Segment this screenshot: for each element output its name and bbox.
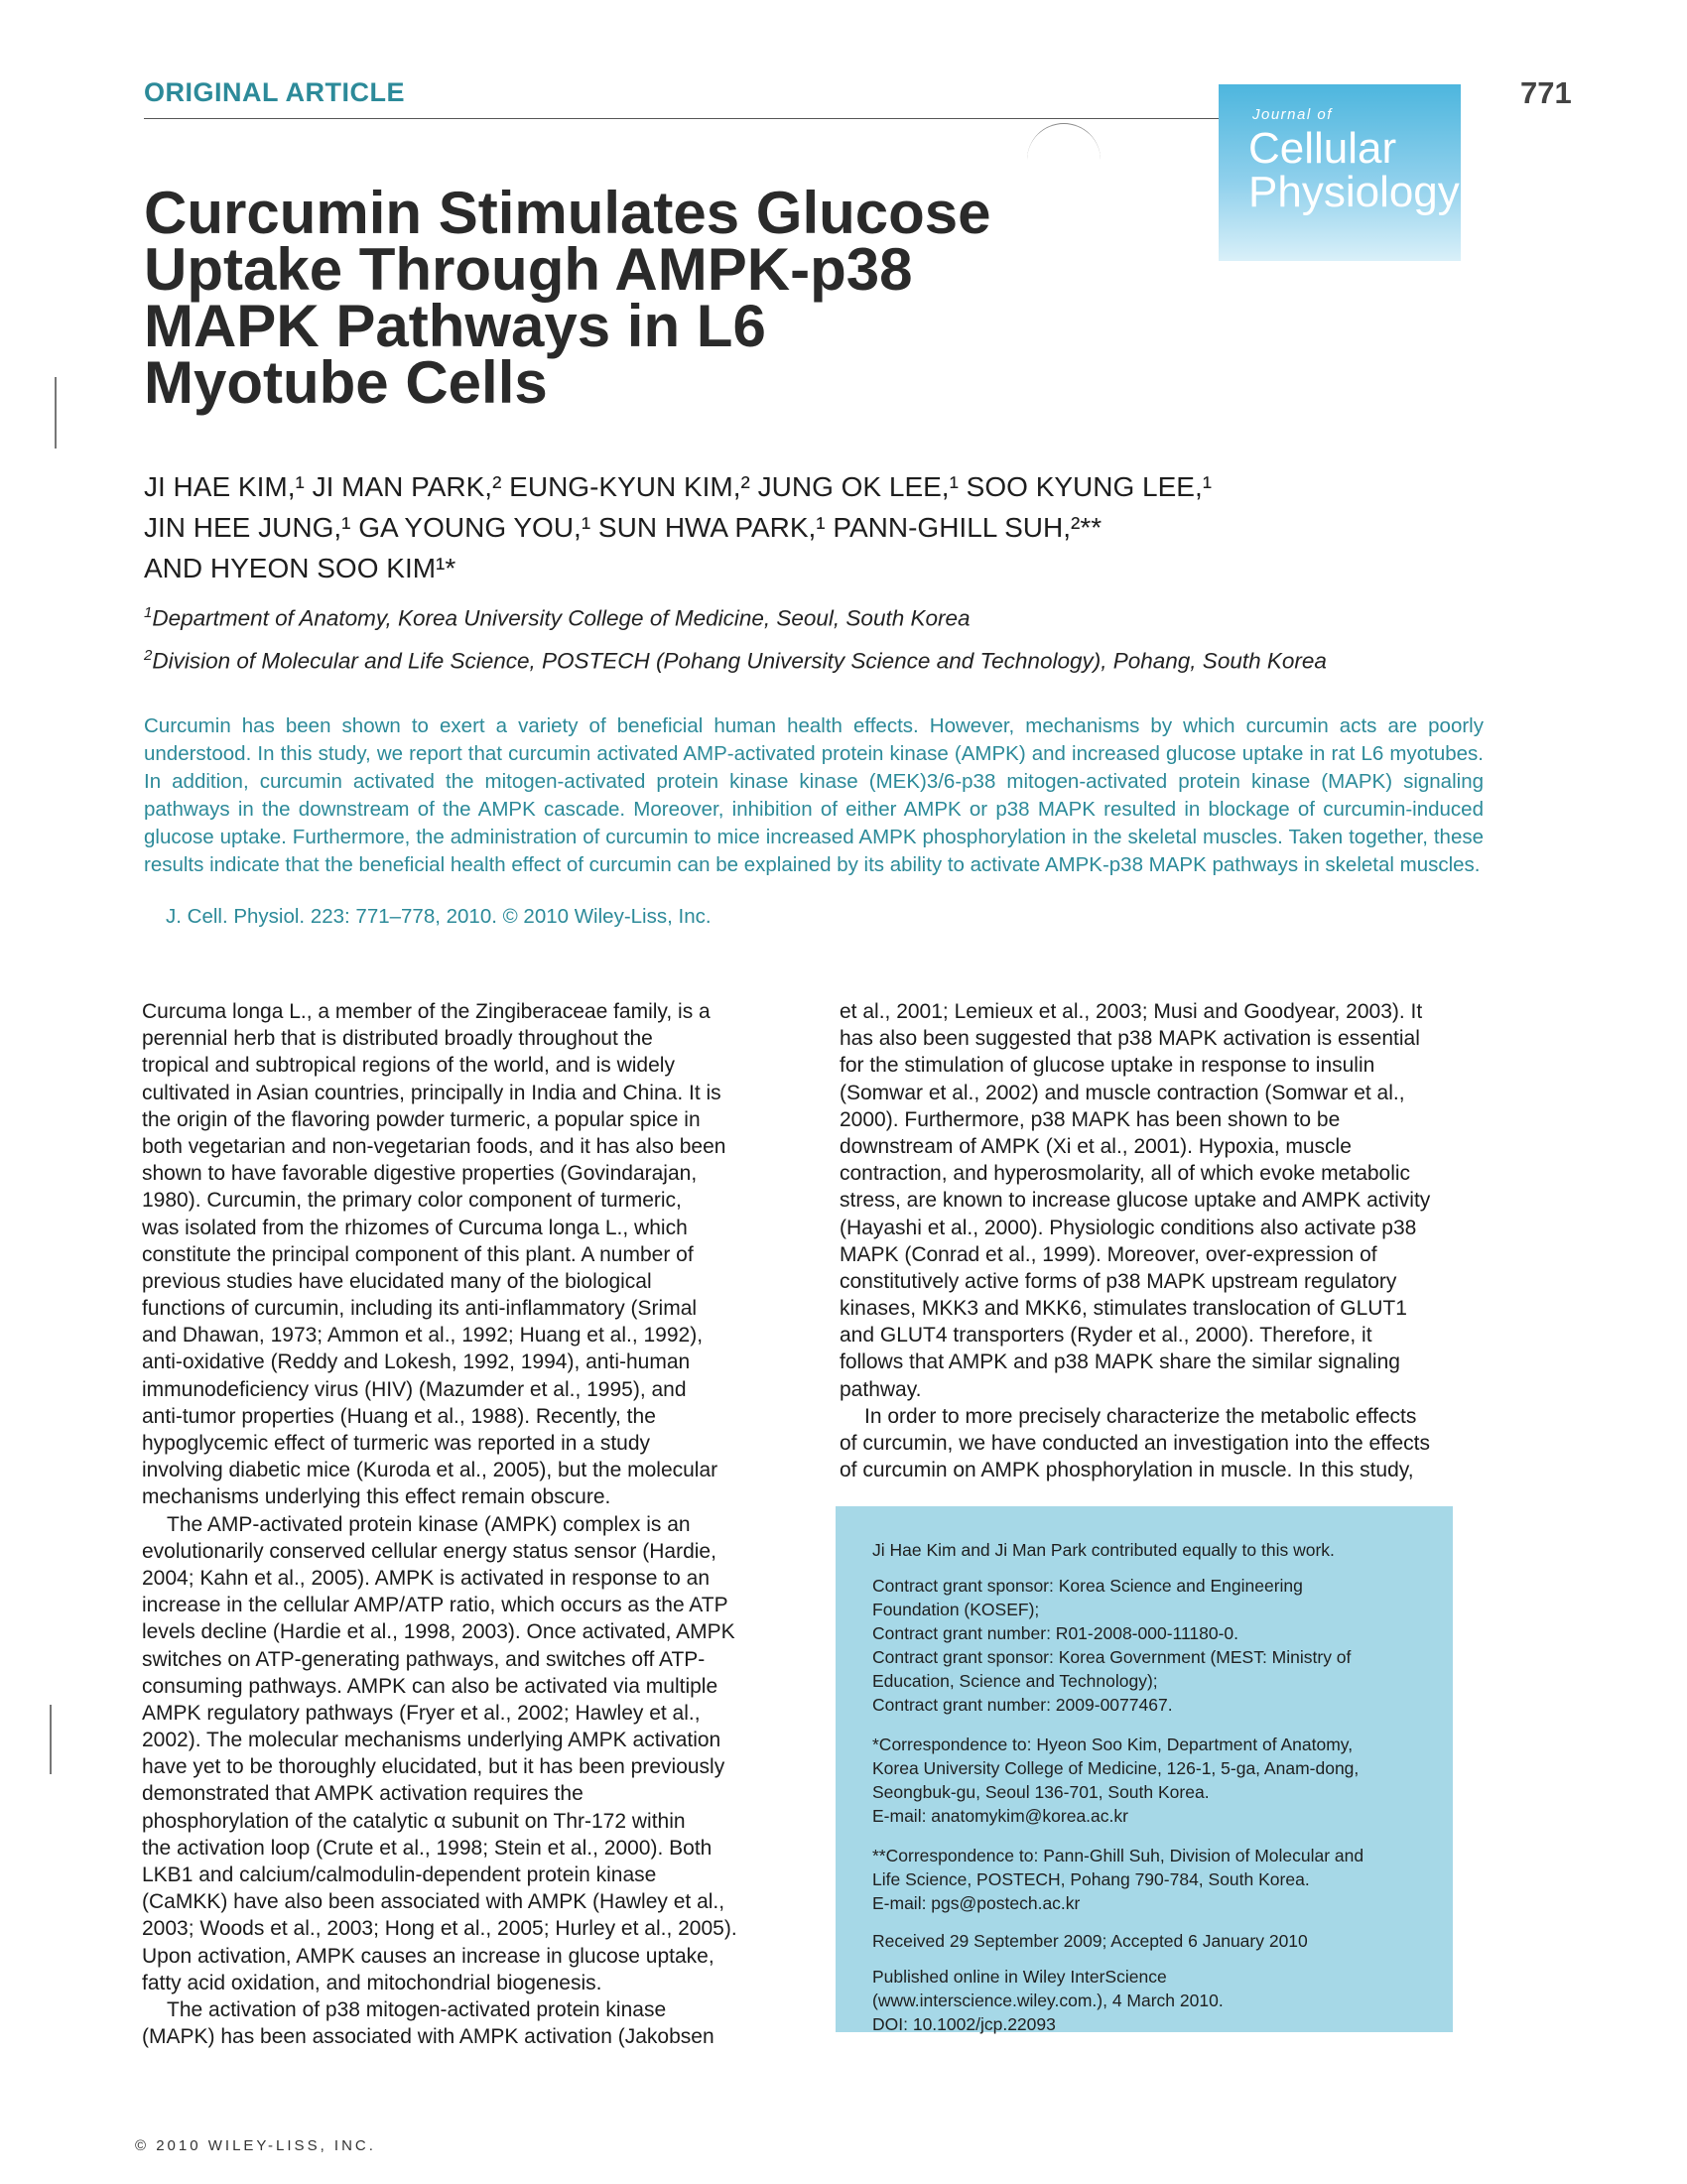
section-label: ORIGINAL ARTICLE [144,77,405,107]
body-line: mechanisms underlying this effect remain obscure. [142,1485,611,1509]
body-right-column [840,998,1492,1483]
title-line: Curcumin Stimulates Glucose [144,180,991,246]
body-line: The AMP-activated protein kinase (AMPK) complex is an [167,1512,691,1536]
body-line: Upon activation, AMPK causes an increase in glucose uptake, [142,1944,714,1968]
body-line: Curcuma longa L., a member of the Zingiberaceae family, is a [142,1000,711,1023]
correspondence-line: Life Science, POSTECH, Pohang 790-784, South Korea. [872,1869,1310,1889]
body-line: 2000). Furthermore, p38 MAPK has been shown to be [840,1107,1341,1131]
body-line: (MAPK) has been associated with AMPK activation (Jakobsen [142,2025,714,2049]
correspondence-line: *Correspondence to: Hyeon Soo Kim, Department of Anatomy, [872,1734,1354,1754]
body-line: previous studies have elucidated many of the biological [142,1269,652,1293]
body-line: immunodeficiency virus (HIV) (Mazumder et al., 1995), and [142,1377,687,1401]
body-line: kinases, MKK3 and MKK6, stimulates translocation of GLUT1 [840,1297,1407,1321]
grant-line: Contract grant number: 2009-0077467. [872,1695,1173,1715]
body-line: downstream of AMPK (Xi et al., 2001). Hypoxia, muscle [840,1134,1352,1158]
body-line: pathway. [840,1377,922,1401]
author-line: JIN HEE JUNG,¹ GA YOUNG YOU,¹ SUN HWA PARK,¹ PANN-GHILL SUH,²** [144,512,1103,543]
journal-logo-line2: Cellular [1248,124,1397,173]
published-line: (www.interscience.wiley.com.), 4 March 2010. [872,1991,1224,2010]
body-line: switches on ATP-generating pathways, and switches off ATP- [142,1647,706,1671]
body-line: constitute the principal component of this plant. A number of [142,1242,694,1266]
body-line: MAPK (Conrad et al., 1999). Moreover, over-expression of [840,1242,1377,1266]
correspondence-email: E-mail: pgs@postech.ac.kr [872,1893,1081,1913]
affiliation-text: Division of Molecular and Life Science, POSTECH (Pohang University Science and Technology), Pohang, South Korea [152,648,1327,674]
body-line: tropical and subtropical regions of the world, and is widely [142,1054,675,1078]
correspondence-line: **Correspondence to: Pann-Ghill Suh, Division of Molecular and [872,1846,1364,1865]
body-line: (Hayashi et al., 2000). Physiologic conditions also activate p38 [840,1216,1417,1239]
body-line: the activation loop (Crute et al., 1998; Stein et al., 2000). Both [142,1836,713,1860]
margin-mark [50,1705,52,1774]
body-line: both vegetarian and non-vegetarian foods, and it has also been [142,1134,726,1158]
body-line: anti-oxidative (Reddy and Lokesh, 1992, 1994), anti-human [142,1350,691,1374]
citation: J. Cell. Physiol. 223: 771–778, 2010. © 2010 Wiley-Liss, Inc. [166,905,712,928]
grant-line: Education, Science and Technology); [872,1671,1158,1691]
body-line: hypoglycemic effect of turmeric was reported in a study [142,1432,651,1455]
body-line: AMPK regulatory pathways (Fryer et al., 2002; Hawley et al., [142,1701,701,1725]
title-line: Myotube Cells [144,349,548,416]
body-line: for the stimulation of glucose uptake in response to insulin [840,1054,1375,1078]
published-line: Published online in Wiley InterScience [872,1967,1167,1987]
body-line: and Dhawan, 1973; Ammon et al., 1992; Huang et al., 1992), [142,1324,704,1348]
journal-logo [1219,84,1461,261]
body-line: involving diabetic mice (Kuroda et al., 2005), but the molecular [142,1459,718,1482]
body-line: fatty acid oxidation, and mitochondrial biogenesis. [142,1971,602,1994]
body-line: the origin of the flavoring powder turmeric, a popular spice in [142,1107,701,1131]
article-info-box [836,1506,1453,2032]
copyright-footer: © 2010 WILEY-LISS, INC. [135,2137,376,2154]
body-line: was isolated from the rhizomes of Curcuma longa L., which [142,1216,688,1239]
body-line: perennial herb that is distributed broadly throughout the [142,1027,653,1051]
title-line: Uptake Through AMPK-p38 [144,236,913,303]
body-line: (Somwar et al., 2002) and muscle contraction (Somwar et al., [840,1081,1405,1104]
margin-mark [55,377,57,449]
body-line: LKB1 and calcium/calmodulin-dependent protein kinase [142,1863,657,1886]
grant-line: Foundation (KOSEF); [872,1600,1040,1619]
author-line: AND HYEON SOO KIM¹* [144,553,456,583]
abstract: Curcumin has been shown to exert a variety of beneficial human health effects. However, mechanisms by which curcumin acts are poorly understood. In this study, we report that curcumin activated AMP-activated protein kinase (AMPK) and increased glucose uptake in rat L6 myotubes. In addition, curcumin activated the mitogen-activated protein kinase kinase (MEK)3/6-p38 mitogen-activated protein kinase (MAPK) signaling pathways in the downstream of the AMPK cascade. Moreover, inhibition of either AMPK or p38 MAPK resulted in blockage of curcumin-induced glucose uptake. Furthermore, the administration of curcumin to mice increased AMPK phosphorylation in the skeletal muscles. Taken together, these results indicate that the beneficial health effect of curcumin can be explained by its ability to activate AMPK-p38 MAPK pathways in skeletal muscles. [144,714,1484,876]
body-line: phosphorylation of the catalytic α subunit on Thr-172 within [142,1809,686,1833]
equal-contribution-note: Ji Hae Kim and Ji Man Park contributed equally to this work. [872,1540,1335,1560]
grant-line: Contract grant sponsor: Korea Government (MEST: Ministry of [872,1647,1352,1667]
body-line: levels decline (Hardie et al., 1998, 2003). Once activated, AMPK [142,1620,735,1644]
scan-artifact-arc [1027,123,1101,164]
received-dates: Received 29 September 2009; Accepted 6 January 2010 [872,1931,1308,1951]
affiliation-mark: 2 [144,647,153,664]
body-left-column [142,998,795,2050]
body-line: of curcumin, we have conducted an investigation into the effects [840,1432,1430,1455]
body-line: has also been suggested that p38 MAPK activation is essential [840,1027,1420,1051]
body-line: 2004; Kahn et al., 2005). AMPK is activated in response to an [142,1566,711,1590]
journal-logo-line3: Physiology [1248,168,1460,216]
body-line: The activation of p38 mitogen-activated protein kinase [167,1997,667,2021]
body-line: and GLUT4 transporters (Ryder et al., 2000). Therefore, it [840,1324,1372,1348]
body-line: have yet to be thoroughly elucidated, but it has been previously [142,1755,725,1779]
body-line: et al., 2001; Lemieux et al., 2003; Musi and Goodyear, 2003). It [840,1000,1423,1023]
affiliation-text: Department of Anatomy, Korea University College of Medicine, Seoul, South Korea [152,605,971,631]
author-list [144,466,1394,588]
body-line: evolutionarily conserved cellular energy status sensor (Hardie, [142,1539,716,1563]
body-line: cultivated in Asian countries, principally in India and China. It is [142,1081,721,1104]
body-line: anti-tumor properties (Huang et al., 1988). Recently, the [142,1404,656,1428]
published-line: DOI: 10.1002/jcp.22093 [872,2014,1056,2034]
body-line: increase in the cellular AMP/ATP ratio, which occurs as the ATP [142,1594,728,1617]
page-number: 771 [1520,75,1572,110]
body-line: 2003; Woods et al., 2003; Hong et al., 2005; Hurley et al., 2005). [142,1917,737,1941]
body-line: contraction, and hyperosmolarity, all of which evoke metabolic [840,1162,1411,1186]
body-line: (CaMKK) have also been associated with AMPK (Hawley et al., [142,1890,725,1914]
body-line: 1980). Curcumin, the primary color component of turmeric, [142,1189,682,1213]
body-line: In order to more precisely characterize the metabolic effects [864,1404,1417,1428]
body-line: consuming pathways. AMPK can also be activated via multiple [142,1674,718,1698]
body-line: constitutively active forms of p38 MAPK upstream regulatory [840,1269,1397,1293]
article-title [144,180,1097,416]
body-line: 2002). The molecular mechanisms underlying AMPK activation [142,1729,721,1752]
grant-line: Contract grant sponsor: Korea Science and Engineering [872,1576,1303,1596]
body-line: functions of curcumin, including its anti-inflammatory (Srimal [142,1297,698,1321]
grant-line: Contract grant number: R01-2008-000-11180-0. [872,1623,1239,1643]
affiliation-2 [144,647,1434,675]
correspondence-line: Seongbuk-gu, Seoul 136-701, South Korea. [872,1782,1210,1802]
journal-logo-line1: Journal of [1252,106,1333,123]
body-line: demonstrated that AMPK activation requires the [142,1782,584,1806]
affiliation-mark: 1 [144,604,153,621]
affiliation-1 [144,604,1434,632]
body-line: stress, are known to increase glucose uptake and AMPK activity [840,1189,1431,1213]
body-line: follows that AMPK and p38 MAPK share the similar signaling [840,1350,1400,1374]
body-line: of curcumin on AMPK phosphorylation in muscle. In this study, [840,1459,1414,1482]
title-line: MAPK Pathways in L6 [144,293,766,359]
correspondence-email: E-mail: anatomykim@korea.ac.kr [872,1806,1128,1826]
header-rule [144,118,1221,119]
correspondence-line: Korea University College of Medicine, 126-1, 5-ga, Anam-dong, [872,1758,1360,1778]
body-line: shown to have favorable digestive properties (Govindarajan, [142,1162,698,1186]
author-line: JI HAE KIM,¹ JI MAN PARK,² EUNG-KYUN KIM,² JUNG OK LEE,¹ SOO KYUNG LEE,¹ [144,471,1213,502]
